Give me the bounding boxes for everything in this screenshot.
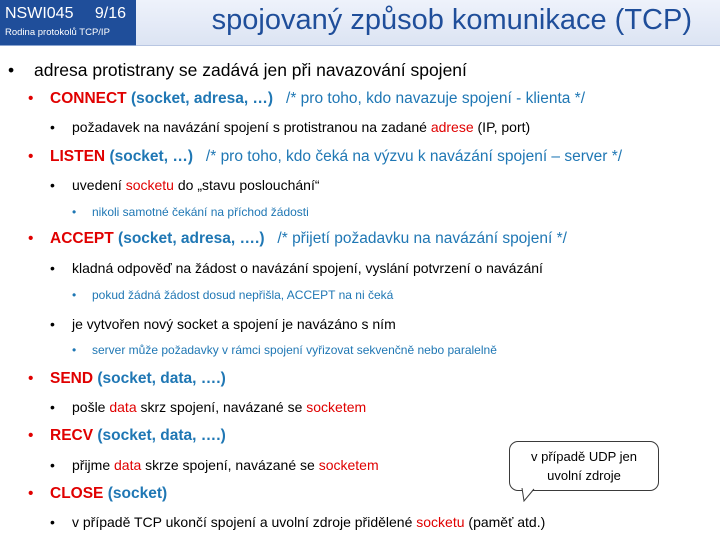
highlight-text: socketem bbox=[318, 457, 379, 473]
connect-comment: /* pro toho, kdo navazuje spojení - klienta */ bbox=[286, 90, 586, 107]
accept-args: (socket, adresa, ….) bbox=[118, 230, 265, 247]
detail-text: skrze spojení, navázané se bbox=[141, 457, 319, 473]
highlight-text: socketem bbox=[306, 399, 367, 415]
detail-text: kladná odpověď na žádost o navázání spojení, vyslání potvrzení o navázání bbox=[72, 260, 543, 276]
detail-text: v případě TCP ukončí spojení a uvolní zdroje přidělené bbox=[72, 514, 417, 530]
header-subtitle: Rodina protokolů TCP/IP bbox=[5, 27, 110, 38]
callout-line: v případě UDP jen bbox=[531, 449, 637, 464]
close-args: (socket) bbox=[107, 485, 168, 502]
highlight-text: adrese bbox=[430, 119, 474, 135]
highlight-text: data bbox=[109, 399, 137, 415]
listen-keyword: LISTEN bbox=[50, 148, 106, 165]
recv-item bbox=[28, 427, 226, 445]
bullet-dot-icon: • bbox=[50, 177, 55, 193]
bullet-text: adresa protistrany se zadává jen při navazování spojení bbox=[34, 60, 467, 80]
subdetail-text: nikoli samotné čekání na příchod žádosti bbox=[92, 205, 309, 219]
bullet-dot-icon: • bbox=[50, 514, 55, 530]
bullet-dot-icon: • bbox=[72, 288, 77, 302]
detail-text: do „stavu poslouchání“ bbox=[173, 177, 320, 193]
accept-detail-2 bbox=[50, 316, 396, 332]
accept-detail-1 bbox=[50, 260, 543, 276]
detail-text: uvedení bbox=[72, 177, 126, 193]
bullet-dot-icon: • bbox=[50, 260, 55, 276]
detail-text: pošle bbox=[72, 399, 110, 415]
bullet-dot-icon: • bbox=[28, 148, 34, 165]
bullet-dot-icon: • bbox=[28, 230, 34, 247]
callout-line: uvolní zdroje bbox=[547, 468, 621, 483]
bullet-dot-icon: • bbox=[50, 119, 55, 135]
accept-item bbox=[28, 230, 567, 248]
subdetail-text: server může požadavky v rámci spojení vyřizovat sekvenčně nebo paralelně bbox=[92, 343, 497, 357]
subdetail-text: pokud žádná žádost dosud nepřišla, ACCEPT na ni čeká bbox=[92, 288, 394, 302]
slide-title: spojovaný způsob komunikace (TCP) bbox=[211, 4, 692, 36]
detail-text: (paměť atd.) bbox=[464, 514, 546, 530]
bullet-dot-icon: • bbox=[50, 399, 55, 415]
callout-tail-icon bbox=[520, 488, 540, 502]
listen-item bbox=[28, 148, 622, 166]
connect-args: (socket, adresa, …) bbox=[130, 90, 274, 107]
connect-detail bbox=[50, 119, 530, 135]
bullet-dot-icon: • bbox=[50, 316, 55, 332]
detail-text: přijme bbox=[72, 457, 115, 473]
detail-text: požadavek na navázání spojení s protistranou na zadané bbox=[72, 119, 431, 135]
page-number: 9/16 bbox=[94, 5, 126, 22]
bullet-dot-icon: • bbox=[28, 90, 34, 107]
bullet-dot-icon: • bbox=[28, 427, 34, 444]
detail-text: je vytvořen nový socket a spojení je navázáno s ním bbox=[72, 316, 396, 332]
udp-callout bbox=[509, 441, 659, 491]
send-keyword: SEND bbox=[50, 370, 94, 387]
bullet-dot-icon: • bbox=[28, 370, 34, 387]
highlight-text: data bbox=[114, 457, 142, 473]
bullet-dot-icon: • bbox=[72, 205, 77, 219]
send-args: (socket, data, ….) bbox=[97, 370, 226, 387]
close-keyword: CLOSE bbox=[50, 485, 104, 502]
connect-keyword: CONNECT bbox=[50, 90, 127, 107]
course-code: NSWI045 bbox=[5, 5, 74, 22]
close-item bbox=[28, 485, 167, 503]
listen-args: (socket, …) bbox=[109, 148, 193, 165]
bullet-level1 bbox=[8, 60, 467, 81]
bullet-dot-icon: • bbox=[72, 343, 77, 357]
bullet-dot-icon: • bbox=[8, 60, 15, 80]
recv-args: (socket, data, ….) bbox=[97, 427, 226, 444]
send-item bbox=[28, 370, 226, 388]
title-bar bbox=[136, 0, 720, 46]
accept-comment: /* přijetí požadavku na navázání spojení */ bbox=[277, 230, 567, 247]
detail-text: skrz spojení, navázané se bbox=[136, 399, 307, 415]
accept-subdetail-1 bbox=[72, 288, 393, 302]
accept-keyword: ACCEPT bbox=[50, 230, 114, 247]
listen-subdetail bbox=[72, 205, 309, 219]
listen-comment: /* pro toho, kdo čeká na výzvu k navázání spojení – server */ bbox=[205, 148, 623, 165]
accept-subdetail-2 bbox=[72, 343, 497, 357]
detail-text: (IP, port) bbox=[473, 119, 531, 135]
recv-detail bbox=[50, 457, 379, 473]
bullet-dot-icon: • bbox=[50, 457, 55, 473]
listen-detail bbox=[50, 177, 320, 193]
header-badge bbox=[0, 0, 136, 46]
bullet-dot-icon: • bbox=[28, 485, 34, 502]
connect-item bbox=[28, 90, 585, 108]
close-detail bbox=[50, 514, 545, 530]
send-detail bbox=[50, 399, 366, 415]
highlight-text: socketu bbox=[416, 514, 465, 530]
recv-keyword: RECV bbox=[50, 427, 94, 444]
highlight-text: socketu bbox=[125, 177, 174, 193]
